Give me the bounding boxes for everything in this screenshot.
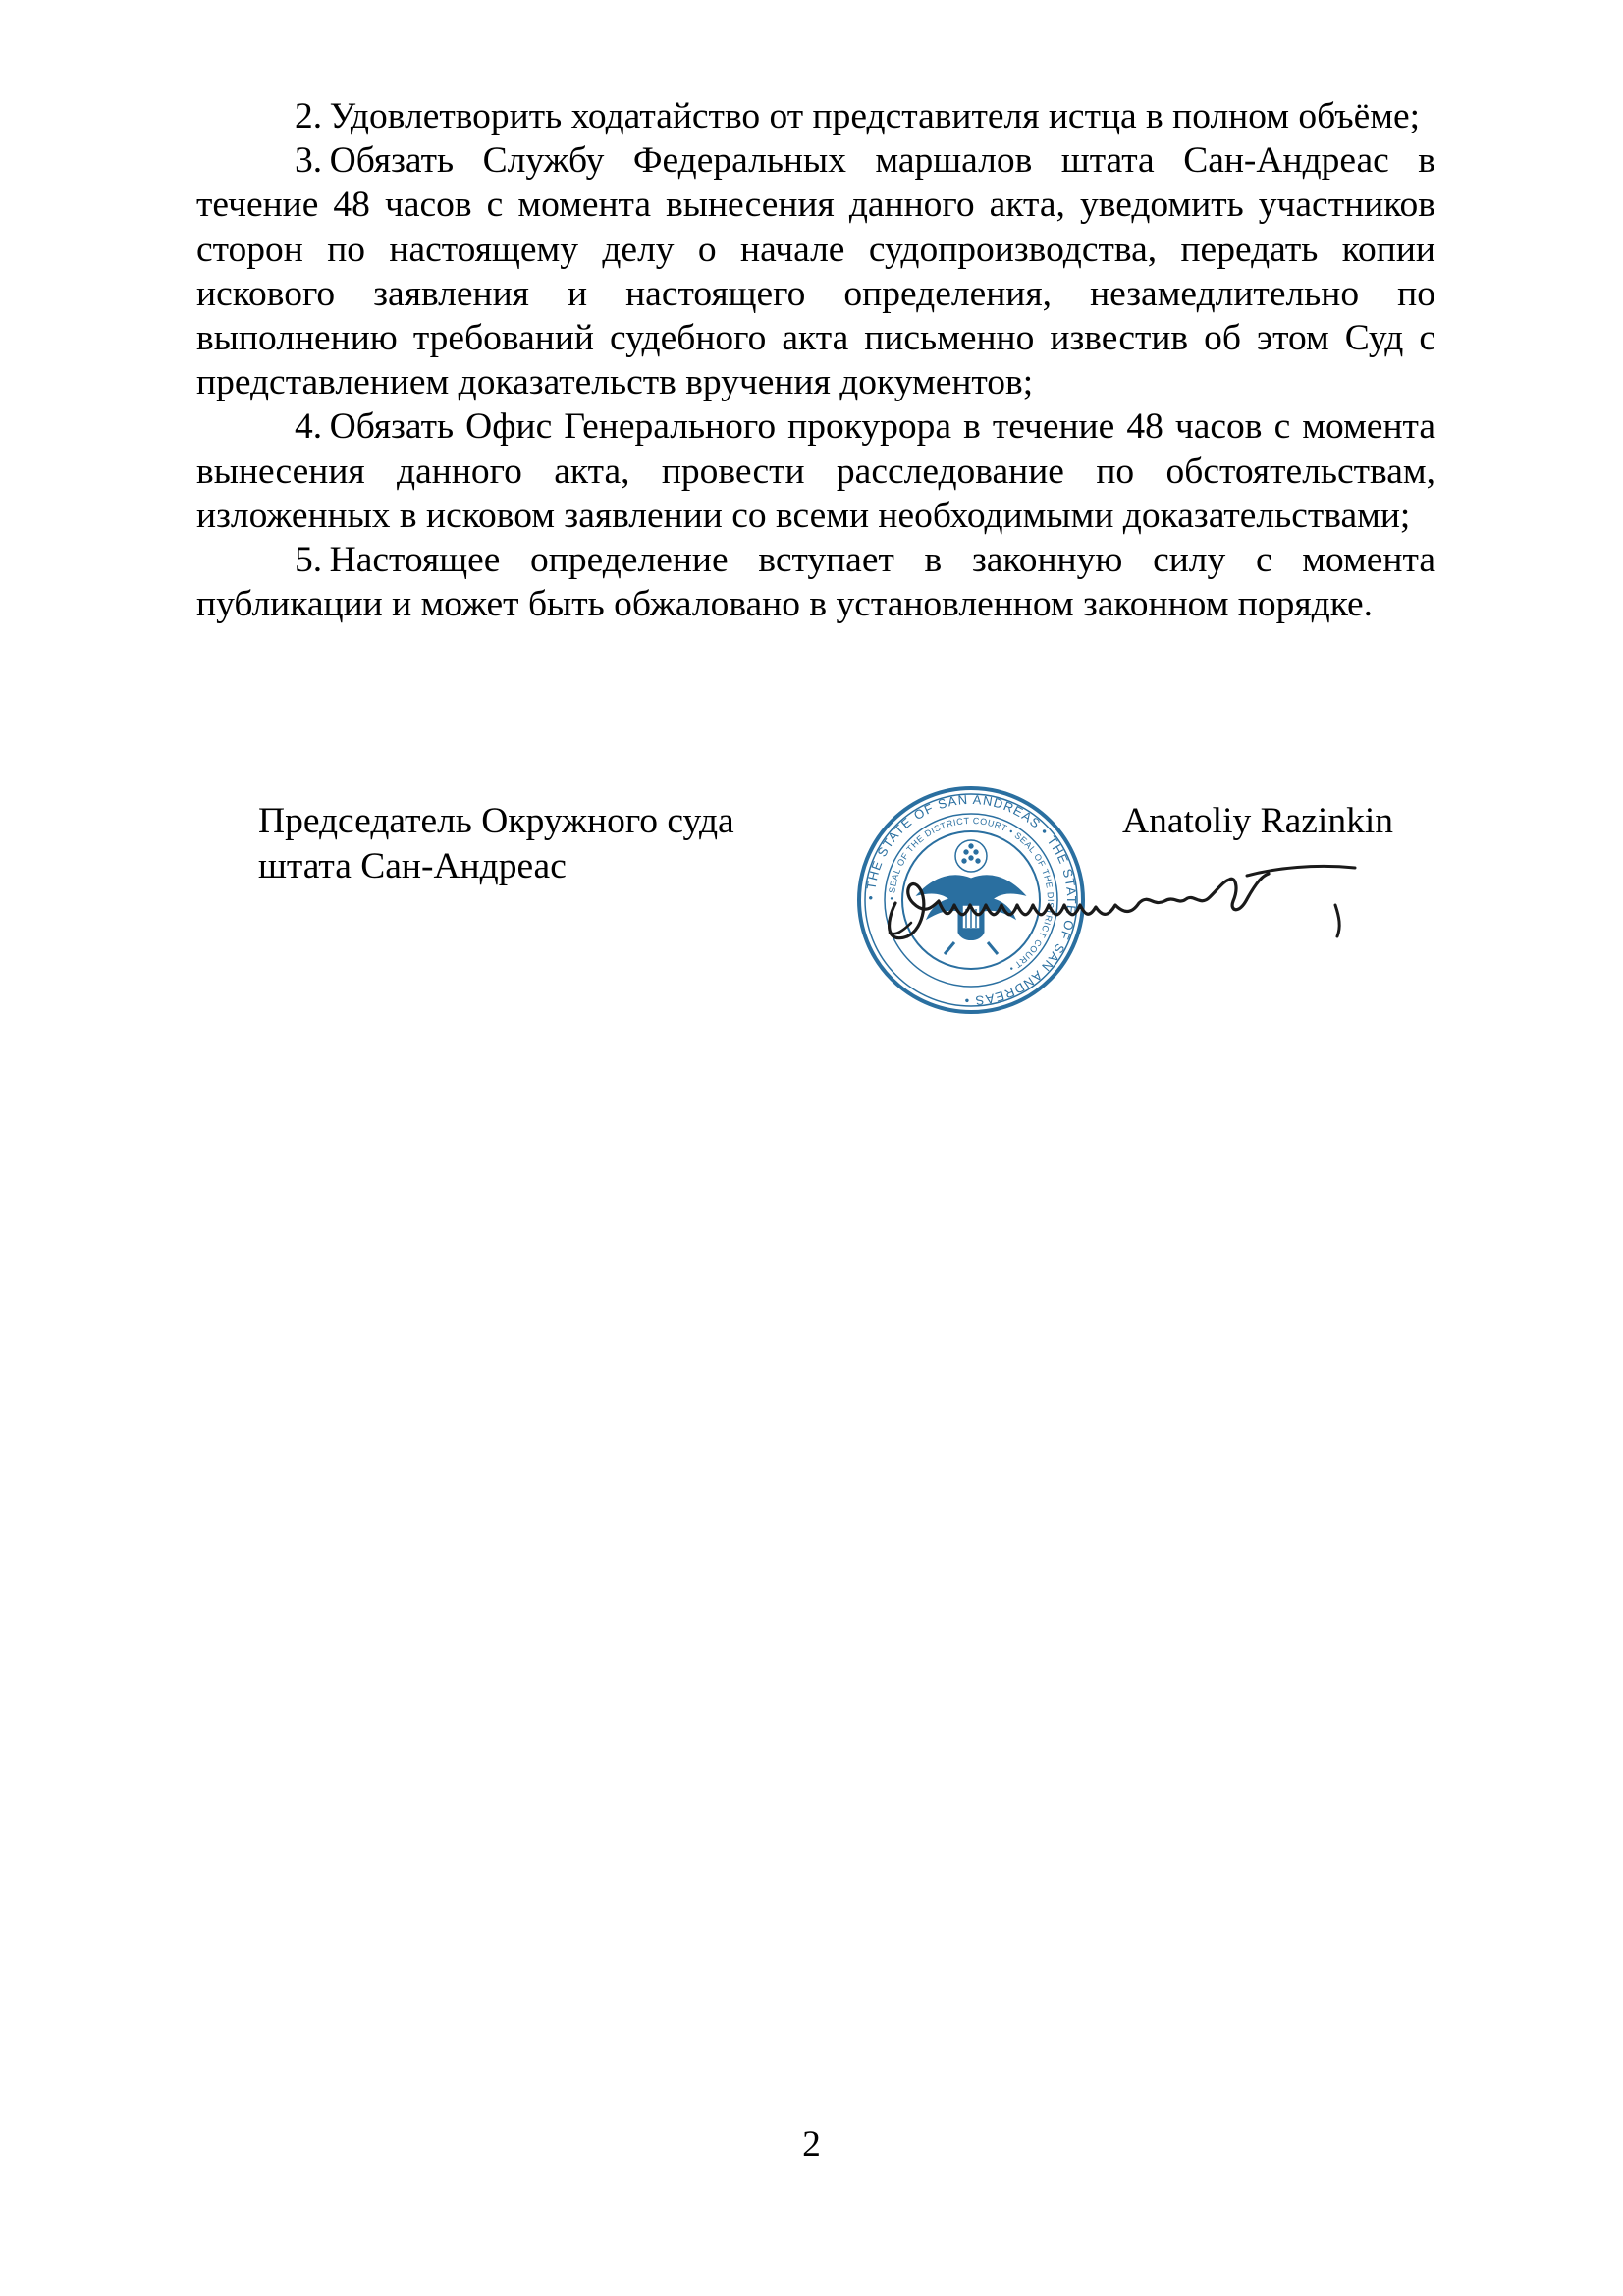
handwritten-signature-icon — [874, 854, 1424, 972]
ruling-item-4 — [196, 404, 1435, 538]
seal-outer-text: • THE STATE OF SAN ANDREAS • THE STATE OF SAN ANDREAS • — [862, 791, 1080, 1009]
item-text: Обязать Офис Генерального прокурора в течение 48 часов с момента вынесения данного акта, провести расследование по обстоятельствам, изложенных в исковом заявлении со всеми необходимыми доказательствами; — [196, 406, 1435, 536]
item-text: Обязать Службу Федеральных маршалов штата Сан-Андреас в течение 48 часов с момента вынесения данного акта, уведомить участников сторон по настоящему делу о начале судопроизводства, передать копии искового заявления и настоящего определения, незамедлительно по выполнению требований судебного акта письменно известив об этом Суд с представлением доказательств вручения документов; — [196, 140, 1435, 403]
item-number: 3. — [295, 140, 323, 182]
item-number: 5. — [295, 540, 323, 581]
signature-block — [0, 785, 1623, 1041]
item-number: 2. — [295, 96, 323, 136]
ruling-item-5 — [196, 538, 1435, 626]
page-number: 2 — [802, 2124, 821, 2164]
signer-name: Anatoliy Razinkin — [1122, 801, 1393, 841]
seal-inner-text: • SEAL OF THE DISTRICT COURT • SEAL OF THE DISTRICT COURT • — [886, 815, 1056, 975]
ruling-item-2 — [196, 94, 1435, 138]
item-text: Удовлетворить ходатайство от представителя истца в полном объёме; — [329, 96, 1421, 136]
item-number: 4. — [295, 406, 323, 448]
ruling-item-3 — [196, 138, 1435, 404]
signer-title-line1: Председатель Окружного суда — [258, 801, 734, 841]
signer-title-line2: штата Сан-Андреас — [258, 846, 567, 886]
ruling-items — [196, 94, 1435, 626]
item-text: Настоящее определение вступает в законную силу с момента публикации и может быть обжаловано в установленном законном порядке. — [196, 540, 1435, 625]
